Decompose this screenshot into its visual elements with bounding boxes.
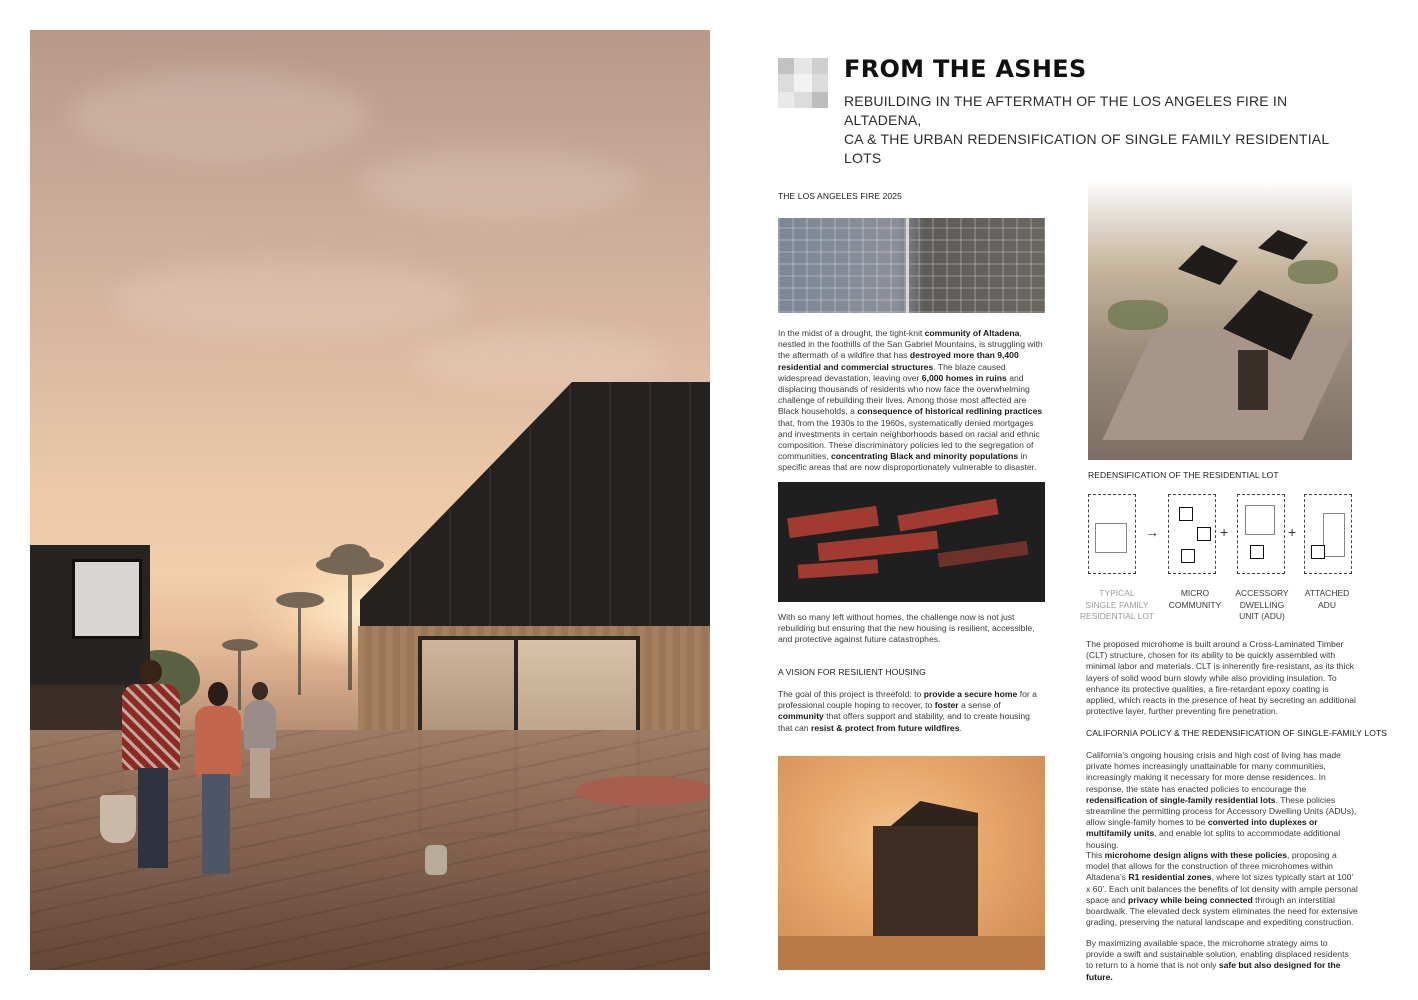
adu-diagram — [1237, 494, 1285, 574]
page-title: FROM THE ASHES — [844, 55, 1087, 83]
label-typical-lot: TYPICAL SINGLE FAMILY RESIDENTIAL LOT — [1079, 588, 1155, 621]
arrow-icon: → — [1145, 524, 1159, 540]
aerial-before-after-image — [778, 218, 1045, 313]
policy-paragraph-3 — [1086, 938, 1358, 983]
body-text: The goal of this project is threefold: to — [778, 689, 924, 699]
body-text: , nestled in the foothills of the San Gabriel Mountains, is struggling with the aftermath of a wildfire that has — [778, 328, 1043, 361]
policy-section-heading: CALIFORNIA POLICY & THE REDENSIFICATION OF SINGLE-FAMILY LOTS — [1086, 728, 1387, 738]
emphasis-text: consequence of historical redlining practices — [857, 406, 1043, 417]
label-adu: ACCESSORY DWELLING UNIT (ADU) — [1235, 588, 1289, 621]
emphasis-text: converted into duplexes or multifamily units — [1086, 817, 1318, 839]
body-text: through an interstitial boardwalk. The elevated deck system eliminates the need for extensive grading, preserving the natural landscape and expediting construction. — [1086, 894, 1358, 928]
project-logo-icon — [778, 58, 828, 108]
micro-community-diagram — [1168, 494, 1216, 574]
microhome-render-image — [778, 756, 1045, 970]
policy-paragraph-2 — [1086, 850, 1358, 928]
vision-paragraph — [778, 689, 1046, 734]
emphasis-text: resist & protect from future wildfires — [810, 722, 960, 733]
policy-paragraph-1 — [1086, 750, 1358, 851]
body-text: in specific areas that are now disproportionately vulnerable to disaster. — [778, 451, 1037, 473]
label-attached-adu: ATTACHED ADU — [1304, 588, 1350, 610]
microhome-shape-1 — [1179, 507, 1193, 521]
emphasis-text: privacy while being connected — [1128, 894, 1253, 905]
plus-icon-2: + — [1288, 524, 1297, 540]
typical-lot-diagram — [1088, 494, 1136, 574]
emphasis-text: redensification of single-family residential lots — [1086, 794, 1276, 805]
attached-adu-diagram — [1304, 494, 1352, 574]
body-text: . The blaze caused widespread devastation, leaving over — [778, 361, 1006, 383]
body-text: , proposing a model that allows for the construction of three microhomes within Altadena’s — [1086, 850, 1337, 883]
fire-paragraph — [778, 328, 1046, 474]
body-text: . These policies streamline the permitting process for Accessory Dwelling Units (ADUs), allow single-family homes to be — [1086, 794, 1357, 828]
body-text: for a professional couple hoping to recover, to — [778, 689, 1037, 711]
clt-paragraph: The proposed microhome is built around a Cross-Laminated Timber (CLT) structure, chosen for its ability to be quickly assembled with minimal labor and materials. CLT is inherently fire-resistant, as its thick layers of solid wood burn slowly while also providing insulation. To enhance its protective qualities, a fire-retardant epoxy coating is applied, which reacts in the presence of heat by secreting an additional protective layer, further preventing fire penetration. — [1086, 639, 1356, 717]
body-text: , where lot sizes typically start at 100’ x 60’. Each unit balances the benefits of lot density with ample personal space and — [1086, 872, 1358, 905]
body-text: a sense of — [958, 700, 1001, 711]
body-text: California’s ongoing housing crisis and high cost of living has made private homes increasingly unattainable for many communities, increasingly making it necessary for more dense residences. In response, the state has enacted policies to encourage the — [1086, 750, 1341, 794]
main-house-shape — [1323, 513, 1345, 557]
body-text: In the midst of a drought, the tight-knit — [778, 328, 925, 338]
plus-icon: + — [1220, 524, 1229, 540]
page-subtitle — [844, 92, 1354, 168]
emphasis-text: safe but also designed for the future. — [1086, 960, 1341, 982]
body-text: and displacing thousands of residents who now face the overwhelming challenge of rebuilding their lives. Among those most affected are Black households, a — [778, 372, 1030, 417]
body-text: This — [1086, 850, 1105, 860]
body-text: . — [959, 722, 962, 733]
attached-adu-shape — [1311, 545, 1325, 559]
resilience-paragraph: With so many left without homes, the challenge now is not just rebuilding but ensuring that the new housing is resilient, accessible, and protective against future catastrophes. — [778, 612, 1035, 645]
redensification-heading: REDENSIFICATION OF THE RESIDENTIAL LOT — [1088, 470, 1279, 480]
emphasis-text: 6,000 homes in ruins — [921, 372, 1007, 383]
emphasis-text: community — [778, 711, 824, 722]
emphasis-text: community of Altadena — [924, 328, 1020, 338]
subtitle-line-2: CA & THE URBAN REDENSIFICATION OF SINGLE FAMILY RESIDENTIAL LOTS — [844, 131, 1329, 166]
hero-render-image — [30, 30, 710, 970]
body-text: that offers support and stability, and to create housing that can — [778, 711, 1030, 733]
emphasis-text: R1 residential zones — [1128, 872, 1212, 883]
label-micro-community: MICRO COMMUNITY — [1168, 588, 1222, 610]
fire-damage-map-image — [778, 482, 1045, 602]
microhome-shape-3 — [1181, 549, 1195, 563]
emphasis-text: destroyed more than 9,400 residential and commercial structures — [778, 350, 1019, 372]
fire-section-heading: THE LOS ANGELES FIRE 2025 — [778, 191, 902, 201]
emphasis-text: foster — [934, 700, 959, 711]
microhome-shape-2 — [1197, 527, 1211, 541]
emphasis-text: microhome design aligns with these policies — [1104, 850, 1288, 860]
body-text: By maximizing available space, the microhome strategy aims to provide a swift and sustainable solution, enabling displaced residents to return to a home that is not only — [1086, 938, 1349, 971]
house-footprint-shape — [1095, 523, 1127, 553]
body-text: , and enable lot splits to accommodate additional housing. — [1086, 828, 1341, 850]
emphasis-text: provide a secure home — [923, 689, 1018, 699]
vision-section-heading: A VISION FOR RESILIENT HOUSING — [778, 667, 926, 677]
main-house-shape — [1245, 505, 1275, 535]
site-aerial-render-image — [1088, 180, 1352, 460]
emphasis-text: concentrating Black and minority populations — [831, 451, 1019, 462]
adu-shape — [1250, 545, 1264, 559]
subtitle-line-1: REBUILDING IN THE AFTERMATH OF THE LOS ANGELES FIRE IN ALTADENA, — [844, 93, 1288, 128]
body-text: that, from the 1930s to the 1960s, systematically denied mortgages and investments in certain neighborhoods based on racial and ethnic composition. These discriminatory policies led to the segregation of communities, — [778, 417, 1040, 462]
